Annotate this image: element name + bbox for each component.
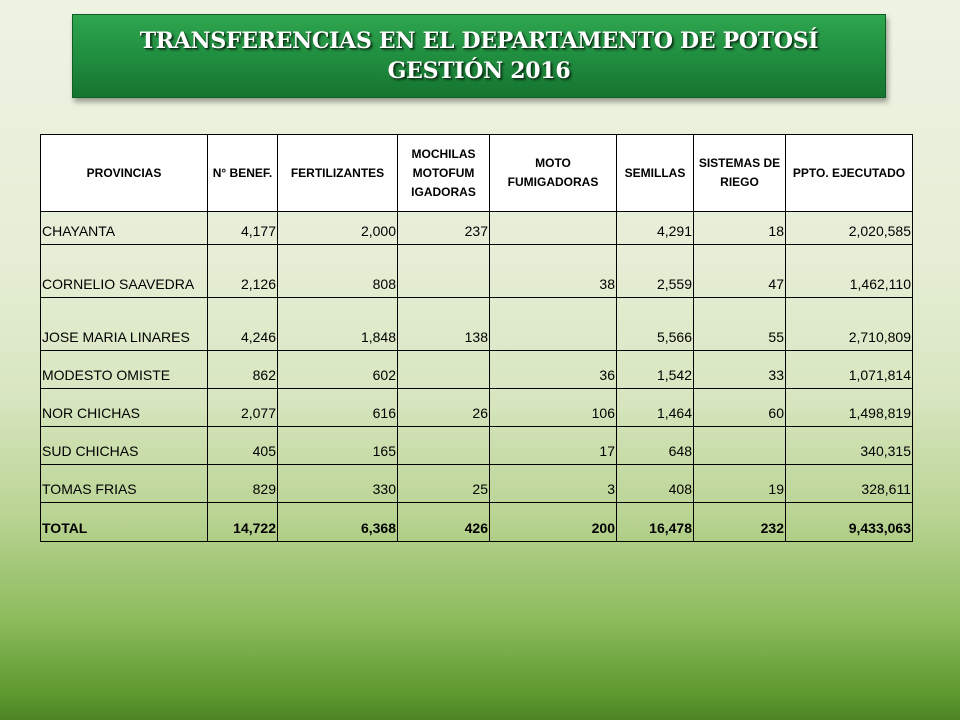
table-cell: 17 xyxy=(490,427,617,465)
province-cell: SUD CHICHAS xyxy=(41,427,208,465)
table-cell: 2,710,809 xyxy=(786,298,913,351)
table-cell: 808 xyxy=(278,245,398,298)
table-cell: 55 xyxy=(694,298,786,351)
table-cell: 616 xyxy=(278,389,398,427)
table-cell: 1,462,110 xyxy=(786,245,913,298)
title-line-2: GESTIÓN 2016 xyxy=(387,58,571,84)
total-row xyxy=(41,503,913,542)
table-cell xyxy=(490,212,617,245)
total-cell: 14,722 xyxy=(208,503,278,542)
table-cell: 2,077 xyxy=(208,389,278,427)
table-cell: 38 xyxy=(490,245,617,298)
table-cell: 4,291 xyxy=(617,212,694,245)
table-cell xyxy=(398,351,490,389)
total-cell: 426 xyxy=(398,503,490,542)
header-cell: PROVINCIAS xyxy=(41,135,208,212)
total-cell: 9,433,063 xyxy=(786,503,913,542)
total-label: TOTAL xyxy=(41,503,208,542)
table-cell: 2,559 xyxy=(617,245,694,298)
table-cell: 1,071,814 xyxy=(786,351,913,389)
table-cell: 47 xyxy=(694,245,786,298)
table-cell: 1,464 xyxy=(617,389,694,427)
table-row xyxy=(41,427,913,465)
table-cell: 33 xyxy=(694,351,786,389)
table-cell: 4,177 xyxy=(208,212,278,245)
table-cell: 138 xyxy=(398,298,490,351)
table-cell: 405 xyxy=(208,427,278,465)
title-banner xyxy=(72,14,886,98)
header-cell: PPTO. EJECUTADO xyxy=(786,135,913,212)
total-cell: 16,478 xyxy=(617,503,694,542)
total-cell: 232 xyxy=(694,503,786,542)
table-cell: 60 xyxy=(694,389,786,427)
header-cell: MOCHILAS MOTOFUM IGADORAS xyxy=(398,135,490,212)
table-cell xyxy=(490,298,617,351)
table-cell: 648 xyxy=(617,427,694,465)
table-cell: 1,542 xyxy=(617,351,694,389)
table-row xyxy=(41,298,913,351)
total-cell: 6,368 xyxy=(278,503,398,542)
table-row xyxy=(41,212,913,245)
province-cell: JOSE MARIA LINARES xyxy=(41,298,208,351)
table-cell: 36 xyxy=(490,351,617,389)
province-cell: MODESTO OMISTE xyxy=(41,351,208,389)
province-cell: TOMAS FRIAS xyxy=(41,465,208,503)
table-row xyxy=(41,351,913,389)
table-cell xyxy=(694,427,786,465)
table-cell: 3 xyxy=(490,465,617,503)
province-cell: NOR CHICHAS xyxy=(41,389,208,427)
table-cell: 1,848 xyxy=(278,298,398,351)
province-cell: CORNELIO SAAVEDRA xyxy=(41,245,208,298)
table-cell: 862 xyxy=(208,351,278,389)
table-cell: 2,020,585 xyxy=(786,212,913,245)
table-cell: 330 xyxy=(278,465,398,503)
header-cell: MOTO FUMIGADORAS xyxy=(490,135,617,212)
table-cell: 106 xyxy=(490,389,617,427)
header-cell: N° BENEF. xyxy=(208,135,278,212)
table-cell: 829 xyxy=(208,465,278,503)
header-cell: SISTEMAS DE RIEGO xyxy=(694,135,786,212)
table-cell: 328,611 xyxy=(786,465,913,503)
table-row xyxy=(41,465,913,503)
header-row xyxy=(41,135,913,212)
transfers-table xyxy=(40,134,913,542)
table-cell: 408 xyxy=(617,465,694,503)
table-cell: 2,000 xyxy=(278,212,398,245)
table-row xyxy=(41,389,913,427)
table-cell: 602 xyxy=(278,351,398,389)
header-cell: FERTILIZANTES xyxy=(278,135,398,212)
table-cell: 340,315 xyxy=(786,427,913,465)
table-cell: 4,246 xyxy=(208,298,278,351)
total-cell: 200 xyxy=(490,503,617,542)
table-cell: 1,498,819 xyxy=(786,389,913,427)
table-cell: 165 xyxy=(278,427,398,465)
table-cell: 237 xyxy=(398,212,490,245)
table-cell: 26 xyxy=(398,389,490,427)
table-row xyxy=(41,245,913,298)
table-cell xyxy=(398,245,490,298)
table-cell: 25 xyxy=(398,465,490,503)
table-cell xyxy=(398,427,490,465)
province-cell: CHAYANTA xyxy=(41,212,208,245)
title-line-1: TRANSFERENCIAS EN EL DEPARTAMENTO DE POTOSÍ xyxy=(139,28,819,54)
header-cell: SEMILLAS xyxy=(617,135,694,212)
table-cell: 2,126 xyxy=(208,245,278,298)
table-cell: 18 xyxy=(694,212,786,245)
table-cell: 19 xyxy=(694,465,786,503)
table-cell: 5,566 xyxy=(617,298,694,351)
